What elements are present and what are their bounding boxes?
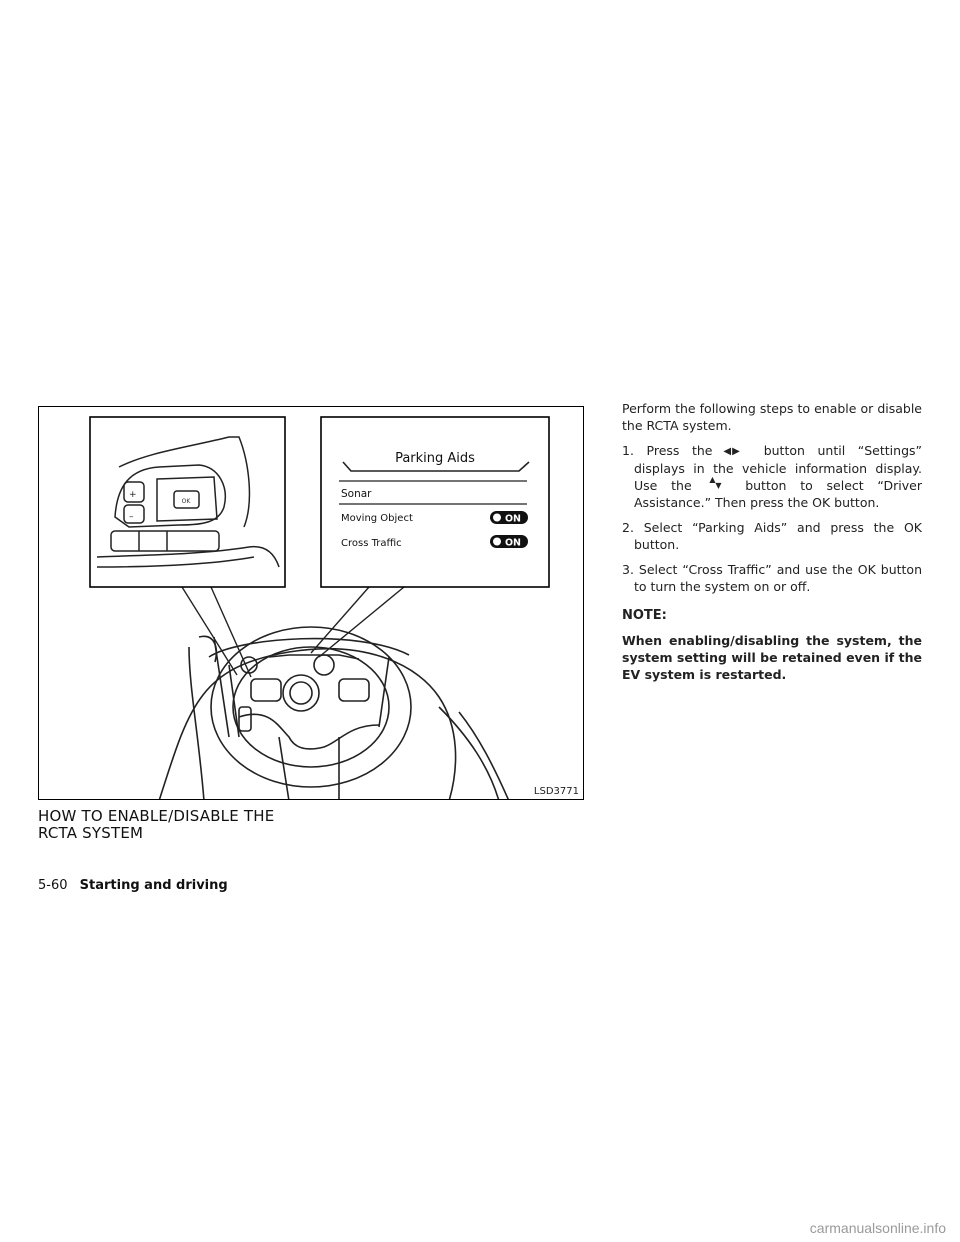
- page-number: 5-60: [38, 878, 68, 893]
- intro-paragraph: Perform the following steps to enable or disable the RCTA system.: [622, 401, 922, 433]
- figure-code: LSD3771: [533, 786, 579, 797]
- up-down-arrows-icon: ▲ ▼: [709, 475, 722, 490]
- steering-wheel-lines: [159, 627, 509, 800]
- instructions-column: [622, 400, 922, 691]
- step-1: [622, 442, 922, 511]
- moving-object-toggle-label: ON: [504, 513, 522, 525]
- chapter-title: Starting and driving: [79, 878, 228, 893]
- display-title: Parking Aids: [395, 451, 475, 466]
- step-1-after2: button to select “Driver Assistance.” Then press the OK button.: [634, 478, 922, 510]
- note-title: NOTE:: [622, 608, 667, 623]
- steering-wheel-illustration: [38, 406, 584, 800]
- step-1-after: button until “Settings” displays in the vehicle information display. Use the: [634, 443, 922, 493]
- page-footer: [38, 878, 228, 893]
- step-2: 2. Select “Parking Aids” and press the OK button.: [622, 520, 922, 552]
- display-inset-frame: [321, 417, 549, 587]
- section-title: [38, 808, 338, 842]
- section-title-line-2: RCTA SYSTEM: [38, 824, 144, 842]
- cross-traffic-toggle-knob: [493, 538, 501, 546]
- step-3: 3. Select “Cross Traffic” and use the OK button to turn the system on or off.: [622, 562, 922, 594]
- display-row-cross-traffic: Cross Traffic: [341, 538, 402, 549]
- display-row-moving-object: Moving Object: [341, 513, 413, 524]
- callout-lines: [182, 587, 404, 677]
- ok-button-label: OK: [181, 498, 191, 505]
- minus-label: –: [129, 512, 134, 522]
- illustration-drawing: [39, 407, 584, 800]
- cross-traffic-toggle-label: ON: [504, 537, 522, 549]
- moving-object-toggle-knob: [493, 514, 501, 522]
- display-row-sonar: Sonar: [341, 488, 372, 500]
- left-right-arrows-icon: ◀▶: [723, 446, 741, 457]
- plus-label: +: [129, 490, 137, 500]
- step-1-before: 1. Press the: [622, 443, 713, 458]
- watermark: carmanualsonline.info: [809, 1220, 946, 1236]
- section-title-line-1: HOW TO ENABLE/DISABLE THE: [38, 807, 275, 825]
- note-body: When enabling/disabling the system, the system setting will be retained even if the EV system is restarted.: [622, 633, 922, 682]
